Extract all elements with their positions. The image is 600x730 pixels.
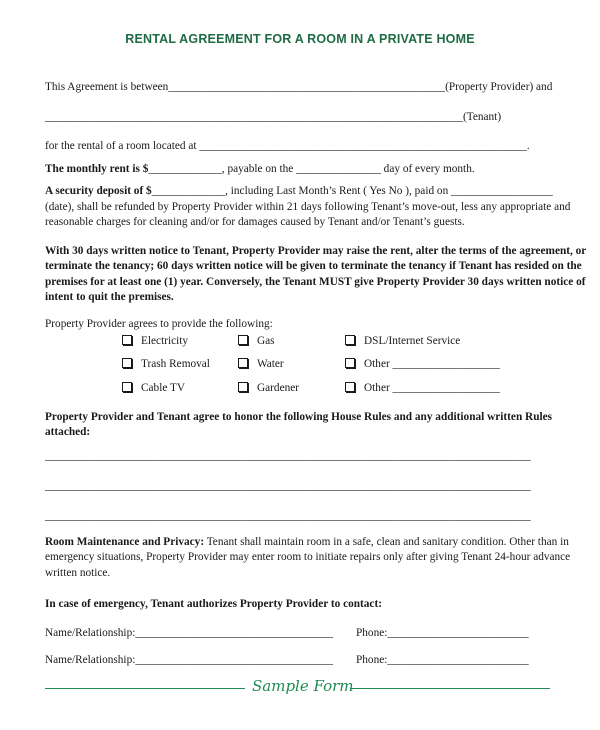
room-location-line: for the rental of a room located at __________________________________________________________. [45, 140, 530, 152]
provides-heading: Property Provider agrees to provide the following: [45, 318, 273, 330]
checkbox-gardener[interactable] [238, 381, 299, 395]
maintenance-line-3: written notice. [45, 567, 111, 579]
checkbox-icon[interactable] [122, 358, 132, 368]
checkbox-icon[interactable] [122, 335, 132, 345]
parties-line-1 [45, 80, 552, 94]
emergency-name-2[interactable]: Name/Relationship:___________________________________ [45, 654, 334, 666]
emergency-name-1[interactable]: Name/Relationship:___________________________________ [45, 627, 334, 639]
checkbox-trash-removal[interactable] [122, 357, 210, 371]
house-rules-blank-2[interactable]: ______________________________________________________________________________________ [45, 480, 531, 492]
checkbox-label: Cable TV [141, 382, 186, 394]
house-rules-line-1: Property Provider and Tenant agree to honor the following House Rules and any additional written Rules [45, 411, 553, 423]
emergency-phone-2[interactable]: Phone:_________________________ [356, 654, 529, 666]
house-rules-blank-3[interactable]: ______________________________________________________________________________________ [45, 510, 531, 522]
checkbox-label: Gas [257, 335, 275, 347]
deposit-label: A security deposit of $ [45, 185, 152, 197]
monthly-rent-label: The monthly rent is $ [45, 163, 149, 175]
checkbox-label: DSL/Internet Service [364, 335, 461, 347]
maintenance-line-2: emergency situations, Property Provider may enter room to initiate repairs only after giving Tenant 24-hour advance [45, 551, 571, 563]
maintenance-line-1 [45, 535, 569, 549]
notice-line-3: premises for at least one (1) year. Conversely, the Tenant MUST give Property Provider 30 days written notice of [45, 276, 586, 288]
monthly-rent-line [45, 162, 475, 176]
checkbox-label: Electricity [141, 335, 189, 347]
deposit-line-3: reasonable charges for cleaning and/or for damages caused by Tenant and/or Tenant’s guests. [45, 216, 465, 228]
checkbox-label: Gardener [257, 382, 300, 394]
checkbox-water[interactable] [238, 357, 284, 371]
checkbox-label: Other ___________________ [364, 382, 500, 394]
checkbox-label: Trash Removal [141, 358, 210, 370]
footer-rule-right [350, 688, 550, 689]
notice-line-4: intent to quit the premises. [45, 291, 174, 303]
checkbox-gas[interactable] [238, 334, 275, 348]
checkbox-icon[interactable] [122, 382, 132, 392]
checkbox-icon[interactable] [345, 382, 355, 392]
emergency-heading: In case of emergency, Tenant authorizes Property Provider to contact: [45, 598, 382, 610]
checkbox-dsl-internet[interactable] [345, 334, 460, 348]
parties-line-2: __________________________________________________________________________(Tenant) [45, 111, 502, 123]
checkbox-icon[interactable] [238, 382, 248, 392]
checkbox-electricity[interactable] [122, 334, 188, 348]
footer-sample-form: Sample Form [252, 677, 354, 695]
notice-line-1: With 30 days written notice to Tenant, Property Provider may raise the rent, alter the terms of the agreement, or [45, 245, 587, 257]
monthly-rent-rest: _____________, payable on the _______________ day of every month. [148, 163, 475, 175]
checkbox-icon[interactable] [345, 358, 355, 368]
deposit-line-1 [45, 184, 553, 198]
parties-line-1-text: This Agreement is between_________________________________________________(Property Provider) and [45, 81, 553, 93]
maintenance-heading: Room Maintenance and Privacy: [45, 536, 205, 548]
house-rules-line-2: attached: [45, 426, 91, 438]
checkbox-icon[interactable] [238, 335, 248, 345]
footer-rule-left [45, 688, 245, 689]
deposit-line-2: (date), shall be refunded by Property Provider within 21 days following Tenant’s move-out, less any appropriate and [45, 201, 571, 213]
deposit-line-1-rest: _____________, including Last Month’s Rent ( Yes No ), paid on __________________ [151, 185, 553, 197]
notice-line-2: terminate the tenancy; 60 days written notice will be given to terminate the tenancy if Tenant has resided on the [45, 260, 582, 272]
emergency-phone-1[interactable]: Phone:_________________________ [356, 627, 529, 639]
checkbox-cable-tv[interactable] [122, 381, 185, 395]
checkbox-label: Water [257, 358, 284, 370]
checkbox-icon[interactable] [345, 335, 355, 345]
house-rules-blank-1[interactable]: ______________________________________________________________________________________ [45, 450, 531, 462]
checkbox-other-2[interactable] [345, 381, 500, 395]
checkbox-other-1[interactable] [345, 357, 500, 371]
maintenance-line-1-rest: Tenant shall maintain room in a safe, clean and sanitary condition. Other than in [204, 536, 569, 548]
document-title: RENTAL AGREEMENT FOR A ROOM IN A PRIVATE HOME [125, 32, 475, 46]
checkbox-icon[interactable] [238, 358, 248, 368]
checkbox-label: Other ___________________ [364, 358, 500, 370]
